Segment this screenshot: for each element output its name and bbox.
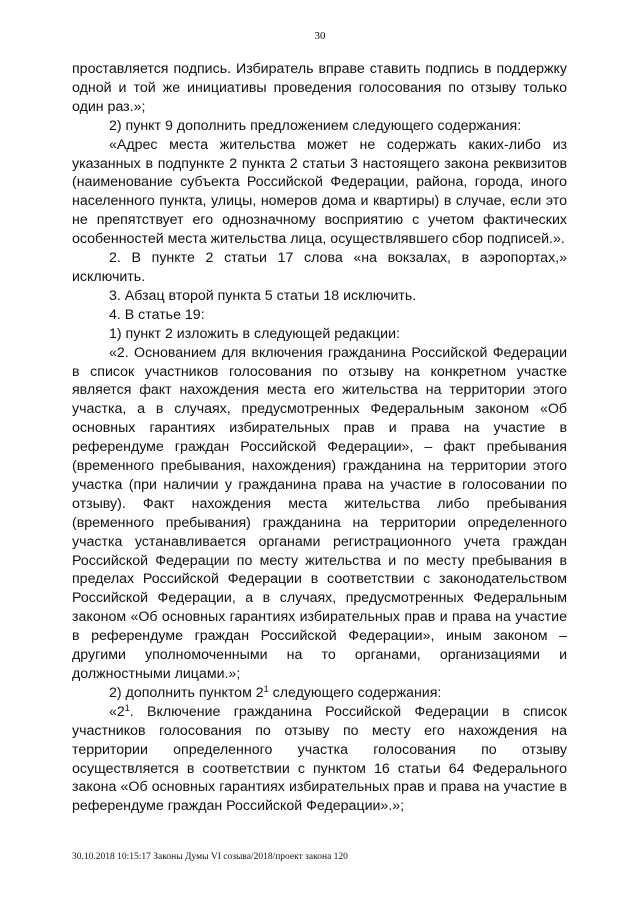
paragraph: «2. Основанием для включения гражданина Российской Федерации в список участников голосования по отзыву на конкретном участке является факт нахождения места его жительства на территории этого участка, а в случаях, предусмотренных Федеральным законом «Об основных гарантиях избирательных прав и права на участие в референдуме граждан Российской Федерации», – факт пребывания (временного пребывания, нахождения) гражданина на территории этого участка (при наличии у гражданина права на участие в голосовании по отзыву). Факт нахождения места жительства либо пребывания (временного пребывания) гражданина на территории определенного участка устанавливается органами регистрационного учета граждан Российской Федерации по месту жительства и по месту пребывания в пределах Российской Федерации в соответствии с законодательством Российской Федерации, а в случаях, предусмотренных Федеральным законом «Об основных гарантиях избирательных прав и права на участие в референдуме граждан Российской Федерации», иным законом – другими уполномоченными на то органами, организациями и должностными лицами.»; [72,344,567,682]
document-footer: 30.10.2018 10:15:17 Законы Думы VI созыва/2018/проект закона 120 [72,852,348,862]
paragraph: 2) пункт 9 дополнить предложением следующего содержания: [109,117,522,134]
paragraph-text: «2 [109,703,125,720]
paragraph [72,684,567,703]
paragraph-text: . Включение гражданина Российской Федерации в список участников голосования по отзыву по месту его нахождения на территории определенного участка голосования по отзыву осуществляется в соответствии с пунктом 16 статьи 64 Федерального закона «Об основных гарантиях избирательных прав и права на участие в референдуме граждан Российской Федерации».»; [72,703,567,815]
paragraph-text: 2) дополнить пунктом 2 [109,684,264,701]
superscript: 1 [263,683,269,694]
paragraph-text: следующего содержания: [268,684,442,701]
page-number: 30 [314,30,326,42]
superscript: 1 [124,702,130,713]
paragraph: 4. В статье 19: [109,306,205,323]
paragraph: 2. В пункте 2 статьи 17 слова «на вокзалах, в аэропортах,» исключить. [72,250,567,285]
paragraph: «Адрес места жительства может не содержать каких-либо из указанных в подпункте 2 пункта 2 статьи 3 настоящего закона реквизитов (наименование субъекта Российской Федерации, района, города, иного населенного пункта, улицы, номеров дома и квартиры) в случае, если это не препятствует его однозначному восприятию с учетом фактических особенностей места жительства лица, осуществлявшего сбор подписей.». [72,136,567,248]
paragraph: 3. Абзац второй пункта 5 статьи 18 исключить. [109,287,417,304]
paragraph [72,703,567,816]
paragraph: 1) пункт 2 изложить в следующей редакции: [109,325,400,342]
document-body [72,60,567,816]
paragraph: проставляется подпись. Избиратель вправе ставить подпись в поддержку одной и той же инициативы проведения голосования по отзыву только один раз.»; [72,61,567,115]
